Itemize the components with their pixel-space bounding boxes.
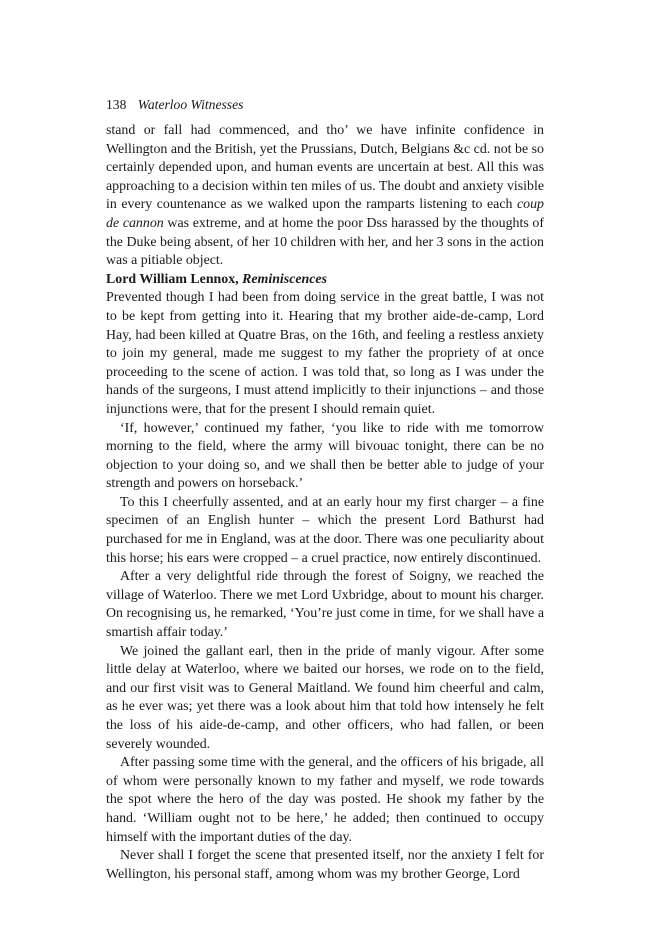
opening-italic-phrase: coup de cannon: [106, 197, 544, 231]
opening-paragraph: [106, 122, 544, 271]
section-heading: [106, 271, 544, 290]
running-title: Waterloo Witnesses: [137, 97, 244, 112]
book-page: [106, 96, 544, 884]
heading-source: Reminiscences: [242, 271, 327, 287]
paragraph: Never shall I forget the scene that presented itself, nor the anxiety I felt for Wellington, his personal staff, among whom was my brother George, Lord: [106, 848, 544, 882]
running-header: [106, 96, 544, 114]
paragraph: Prevented though I had been from doing service in the great battle, I was not to be kept from getting into it. Hearing that my brother aide-de-camp, Lord Hay, had been killed at Quatre Bras, on the 16th, and feeling a restless anxiety to join my general, made me suggest to my father the propriety of at once proceeding to the scene of action. I was told that, so long as I was under the hands of the surgeons, I must attend implicitly to their injunctions – and those injunctions were, that for the present I should remain quiet.: [106, 290, 544, 417]
paragraph: After passing some time with the general, and the officers of his brigade, all of whom were personally known to my father and myself, we rode towards the spot where the hero of the day was posted. He shook my father by the hand. ‘William ought not to be here,’ he added; then continued to occupy himself with the important duties of the day.: [106, 755, 544, 845]
paragraph: To this I cheerfully assented, and at an early hour my first charger – a fine specimen of an English hunter – which the present Lord Bathurst had purchased for me in England, was at the door. There was one peculiarity about this horse; his ears were cropped – a cruel practice, now entirely discontinued.: [106, 494, 544, 566]
page-number: 138: [106, 97, 127, 112]
opening-text-part2: was extreme, and at home the poor Dss harassed by the thoughts of the Duke being absent, of her 10 children with her, and her 3 sons in the action was a pitiable object.: [106, 215, 544, 269]
page-body: [106, 122, 544, 884]
paragraph: We joined the gallant earl, then in the pride of manly vigour. After some little delay at Waterloo, where we baited our horses, we rode on to the field, and our first visit was to General Maitland. We found him cheerful and calm, as he ever was; yet there was a look about him that told how intensely he felt the loss of his aide-de-camp, and other officers, who had fallen, or been severely wounded.: [106, 643, 544, 752]
paragraph: After a very delightful ride through the forest of Soigny, we reached the village of Waterloo. There we met Lord Uxbridge, about to mount his charger. On recognising us, he remarked, ‘You’re just come in time, for we shall have a smartish affair today.’: [106, 569, 544, 641]
opening-text-part1: stand or fall had commenced, and tho’ we have infinite confidence in Wellington and the British, yet the Prussians, Dutch, Belgians &c cd. not be so certainly depended upon, and human events are uncertain at best. All this was approaching to a decision within ten miles of us. The doubt and anxiety visible in every countenance as we walked upon the ramparts listening to each: [106, 123, 544, 213]
paragraph: ‘If, however,’ continued my father, ‘you like to ride with me tomorrow morning to the field, where the army will bivouac tonight, there can be no objection to your doing so, and we shall then be better able to judge of your strength and powers on horseback.’: [106, 420, 544, 492]
heading-author: Lord William Lennox,: [106, 271, 243, 287]
